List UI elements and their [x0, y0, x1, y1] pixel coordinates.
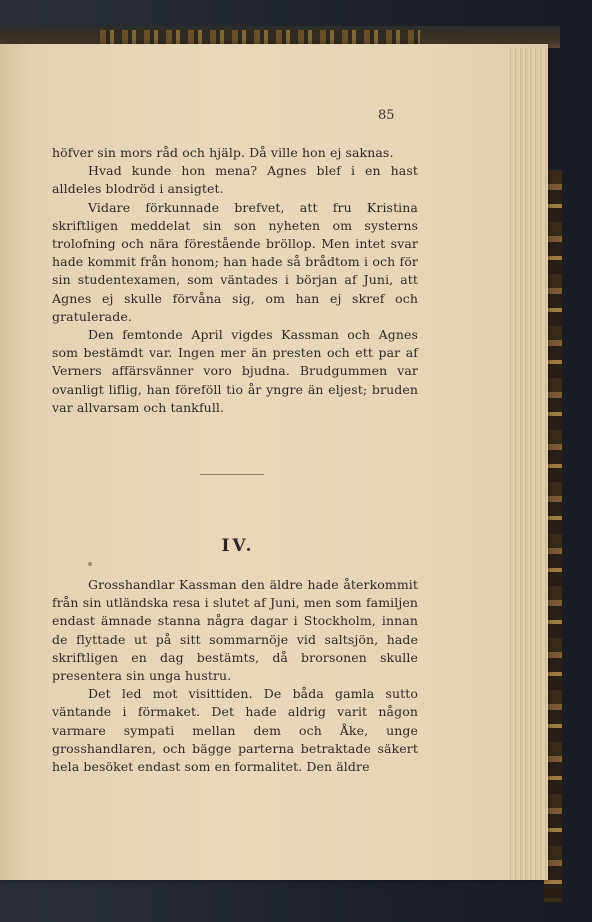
text-section-2: [52, 576, 418, 776]
paper-speck: [88, 562, 92, 566]
paragraph: Hvad kunde hon mena? Agnes blef i en hast alldeles blodröd i ansigtet.: [52, 163, 418, 197]
text-section-1: [52, 144, 418, 417]
paragraph: höfver sin mors råd och hjälp. Då ville hon ej saknas.: [52, 145, 394, 160]
chapter-heading: IV.: [221, 536, 255, 556]
paragraph: Det led mot visittiden. De båda gamla sutto väntande i förmaket. Det hade aldrig varit någon varmare sympati mellan dem och Åke, unge grosshandlaren, och bägge parterna betraktade säkert hela besöket endast som en formalitet. Den äldre: [52, 686, 418, 775]
page-stack-edge: [508, 48, 548, 880]
paragraph: Vidare förkunnade brefvet, att fru Kristina skriftligen meddelat sin son nyheten om systerns trolofning och nära förestående bröllop. Men intet svar hade kommit från honom; han hade så brådtom i och för sin studentexamen, som väntades i början af Juni, att Agnes ej skulle förvåna sig, om han ej skref och gratulerade.: [52, 199, 418, 324]
page-number: 85: [378, 108, 395, 123]
paragraph: Den femtonde April vigdes Kassman och Agnes som bestämdt var. Ingen mer än presten och ett par af Verners affärsvänner voro bjudna. Brudgummen var ovanligt liflig, han föreföll tio år yngre än eljest; bruden var allvarsam och tankfull.: [52, 327, 418, 415]
section-divider: [200, 474, 264, 475]
paragraph: Grosshandlar Kassman den äldre hade återkommit från sin utländska resa i slutet af Juni, men som familjen endast ämnade stanna några dagar i Stockholm, innan de flyttade ut på sitt sommarnöje vid saltsjön, hade skriftligen en dag bestämts, då brorsonen skulle presentera sin unga hustru.: [52, 577, 418, 684]
